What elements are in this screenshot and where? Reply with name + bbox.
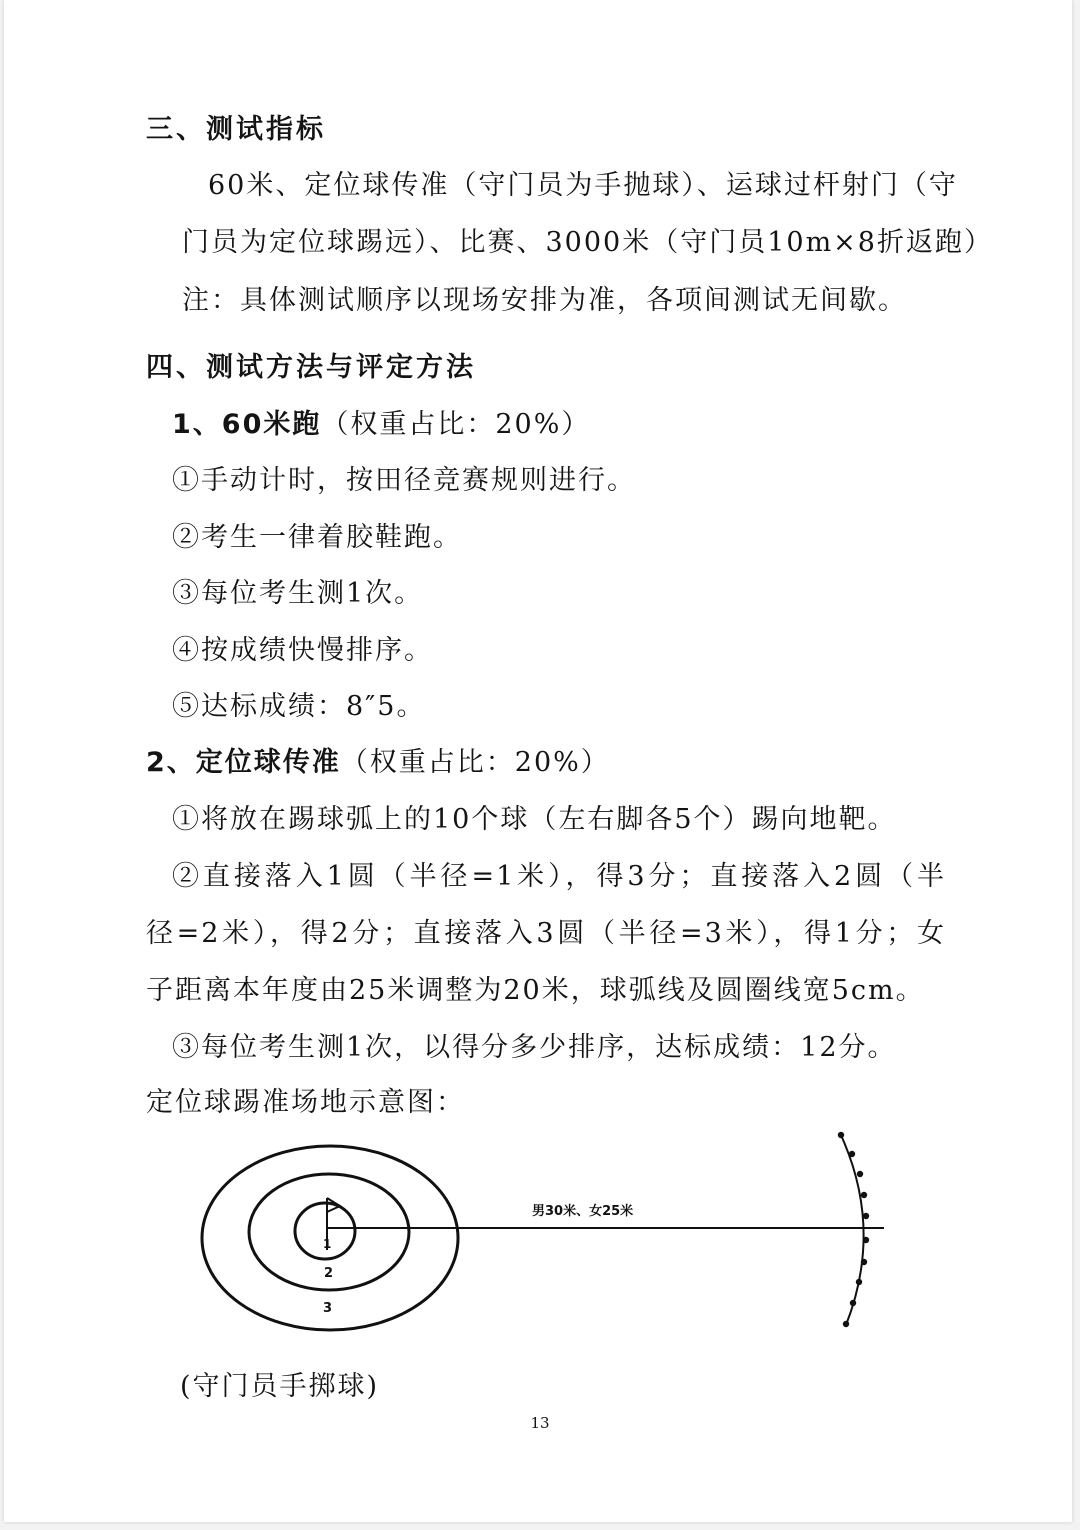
distance-label: 男30米、女25米	[532, 1204, 634, 1219]
item-1-point-2: ②考生一律着胶鞋跑。	[172, 522, 462, 553]
ring-1-label: 1	[323, 1237, 332, 1251]
section-3-note: 注：具体测试顺序以现场安排为准，各项间测试无间歇。	[182, 285, 907, 316]
item-1-weight: （权重占比：20%）	[321, 409, 591, 440]
item-1-heading	[172, 407, 590, 443]
item-2-weight: （权重占比：20%）	[340, 747, 610, 778]
item-2-point-2-line-2: 径=2米），得2分；直接落入3圆（半径=3米），得1分；女	[146, 918, 946, 949]
section-3-heading: 三、测试指标	[146, 114, 326, 145]
page-number: 13	[530, 1414, 550, 1432]
item-2-heading	[146, 745, 610, 781]
ball-marker	[861, 1259, 867, 1265]
section-3-text-line-2: 门员为定位球踢远）、比赛、3000米（守门员10m×8折返跑）	[182, 227, 993, 258]
section-4-heading: 四、测试方法与评定方法	[146, 352, 476, 383]
goalkeeper-note: (守门员手掷球)	[180, 1371, 380, 1402]
item-2-point-2-line-1: ②直接落入1圆（半径=1米），得3分；直接落入2圆（半	[172, 861, 946, 892]
item-1-point-3: ③每位考生测1次。	[172, 578, 424, 609]
item-2-point-2-line-3: 子距离本年度由25米调整为20米，球弧线及圆圈线宽5cm。	[146, 975, 925, 1006]
ball-marker	[863, 1213, 869, 1219]
ball-marker	[861, 1192, 867, 1198]
ball-marker	[849, 1151, 855, 1157]
section-3-text-line-1: 60米、定位球传准（守门员为手抛球）、运球过杆射门（守	[208, 170, 958, 201]
ball-marker	[850, 1300, 856, 1306]
item-2-point-1: ①将放在踢球弧上的10个球（左右脚各5个）踢向地靶。	[172, 804, 897, 835]
ring-3-label: 3	[323, 1301, 333, 1316]
diagram-caption: 定位球踢准场地示意图：	[146, 1087, 465, 1118]
ball-marker	[857, 1171, 863, 1177]
item-2-title: 2、定位球传准	[146, 747, 341, 778]
item-1-point-5: ⑤达标成绩：8″5。	[172, 691, 426, 722]
item-1-title: 1、60米跑	[172, 409, 322, 440]
item-2-point-3: ③每位考生测1次，以得分多少排序，达标成绩：12分。	[172, 1032, 897, 1063]
target-field-diagram	[0, 1120, 1080, 1340]
ball-marker	[863, 1237, 869, 1243]
item-1-point-4: ④按成绩快慢排序。	[172, 635, 433, 666]
ring-2-label: 2	[324, 1266, 334, 1281]
ball-marker	[843, 1321, 849, 1327]
ball-marker	[856, 1279, 862, 1285]
ball-marker	[838, 1132, 844, 1138]
item-1-point-1: ①手动计时，按田径竞赛规则进行。	[172, 465, 636, 496]
